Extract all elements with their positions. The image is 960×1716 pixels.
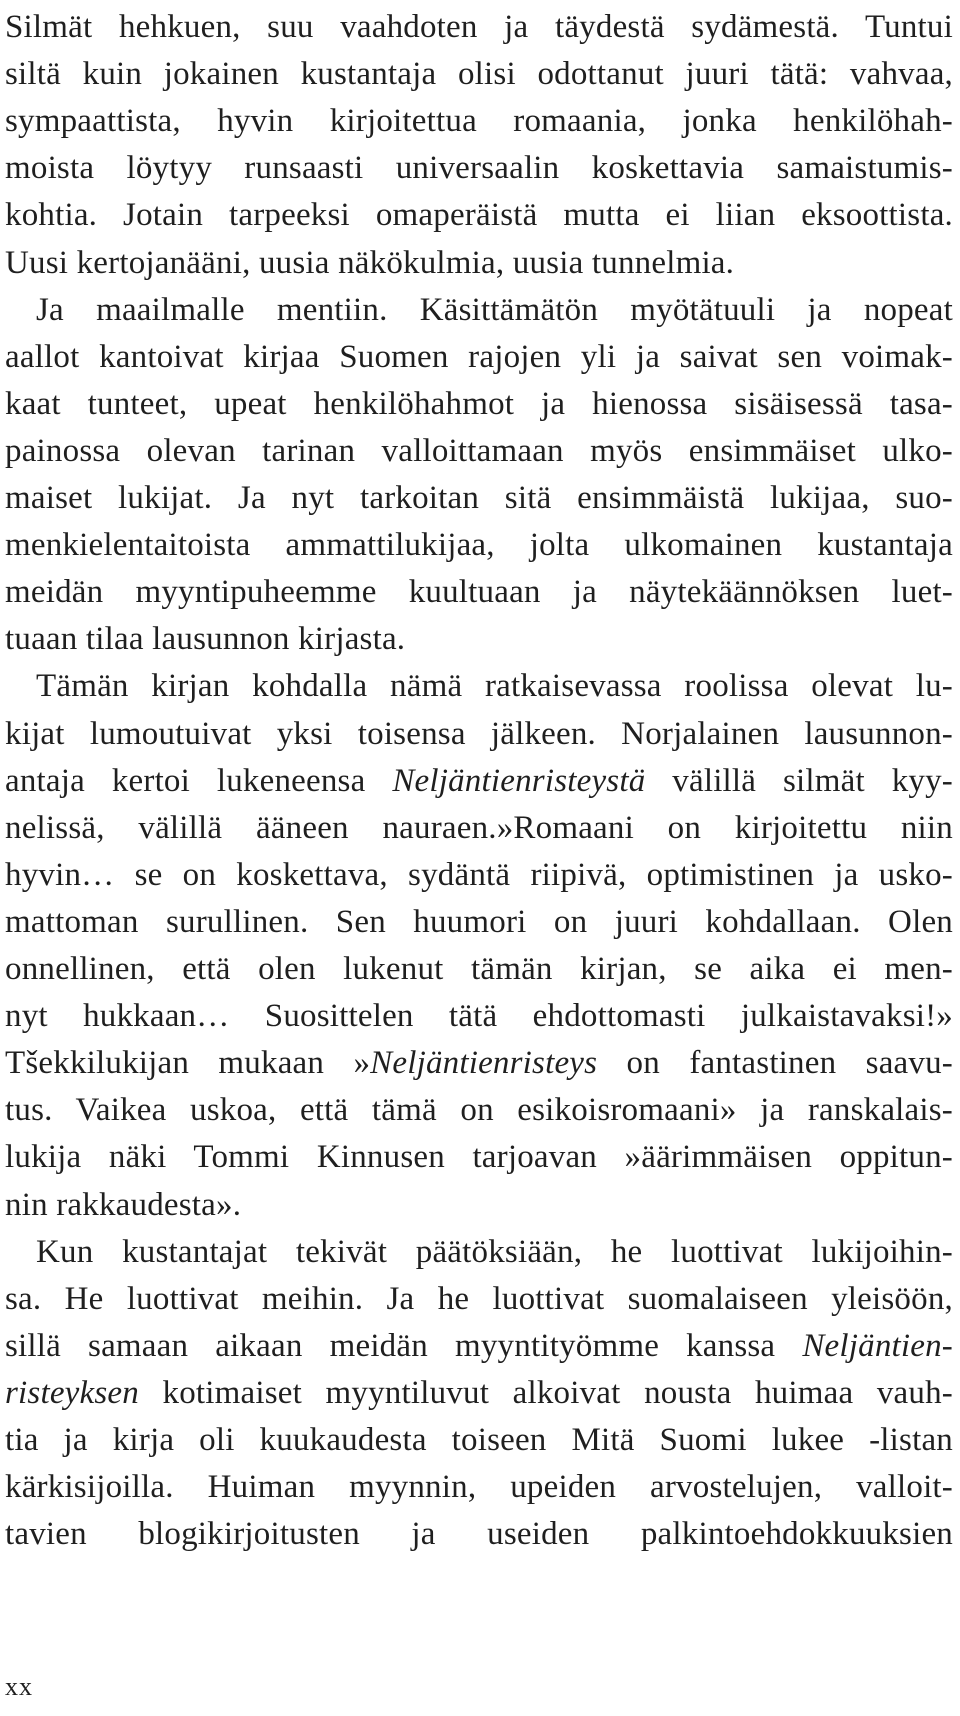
text-run: kärkisijoilla. Huiman myynnin, upeiden arvostelujen, valloit- <box>5 1469 953 1506</box>
text-line <box>5 1509 953 1559</box>
text-line <box>5 96 953 146</box>
text-run: tus. Vaikea uskoa, että tämä on esikoisromaani» ja ranskalais- <box>5 1092 953 1129</box>
text-run: Kun kustantajat tekivät päätöksiään, he luottivat lukijoihin- <box>36 1233 953 1270</box>
text-line <box>5 567 953 617</box>
text-line <box>5 1038 953 1088</box>
text-run: tia ja kirja oli kuukaudesta toiseen Mitä Suomi lukee -listan <box>5 1422 953 1458</box>
text-line <box>5 379 953 429</box>
text-run: meidän myyntipuheemme kuultuaan ja näytekäännöksen luet- <box>5 574 953 611</box>
text-line <box>5 190 953 240</box>
text-run: kohtia. Jotain tarpeeksi omaperäistä mutta ei liian eksoottista. <box>5 197 953 234</box>
text-run: tavien blogikirjoitusten ja useiden palkintoehdokkuuksien <box>5 1516 953 1553</box>
italic-title: Neljäntien- <box>802 1327 953 1364</box>
text-run: kaat tunteet, upeat henkilöhahmot ja hienossa sisäisessä tasa- <box>5 385 953 422</box>
page-number: xx <box>5 1672 33 1701</box>
text-run: kotimaiset myyntiluvut alkoivat nousta huimaa vauh- <box>138 1374 953 1411</box>
text-line <box>5 520 953 570</box>
text-run: nyt hukkaan… Suosittelen tätä ehdottomasti julkaistavaksi!» <box>5 998 953 1035</box>
text-line <box>5 614 953 664</box>
text-run: Tšekkilukijan mukaan » <box>5 1045 371 1082</box>
text-run: Uusi kertojanääni, uusia näkökulmia, uusia tunnelmia. <box>5 244 735 281</box>
text-run: menkielentaitoista ammattilukijaa, jolta ulkomainen kustantaja <box>5 527 953 564</box>
text-line <box>5 1321 953 1371</box>
text-line <box>5 709 953 759</box>
text-run: lukija näki Tommi Kinnusen tarjoavan »äärimmäisen oppitun- <box>5 1139 953 1176</box>
text-run: maiset lukijat. Ja nyt tarkoitan sitä ensimmäistä lukijaa, suo- <box>5 480 953 516</box>
text-line <box>5 1180 953 1230</box>
text-line <box>5 1274 953 1324</box>
text-line <box>5 756 953 806</box>
text-line <box>5 238 953 288</box>
text-run: Silmät hehkuen, suu vaahdoten ja täydestä sydämestä. Tuntui <box>5 9 953 45</box>
italic-title: Neljäntienristeystä <box>392 762 646 799</box>
text-run: on fantastinen saavu- <box>597 1045 953 1082</box>
text-line <box>5 850 953 900</box>
text-run: Ja maailmalle mentiin. Käsittämätön myötätuuli ja nopeat <box>36 291 953 328</box>
text-run: nin rakkaudesta». <box>5 1186 242 1223</box>
text-run: sympaattista, hyvin kirjoitettua romaania, jonka henkilöhah- <box>5 103 953 140</box>
text-line <box>5 1462 953 1512</box>
text-line <box>5 1132 953 1182</box>
text-run: antaja kertoi lukeneensa <box>5 762 393 799</box>
text-run: painossa olevan tarinan valloittamaan myös ensimmäiset ulko- <box>5 432 953 469</box>
text-run: moista löytyy runsaasti universaalin koskettavia samaistumis- <box>5 150 953 187</box>
text-line <box>5 991 953 1041</box>
text-line <box>5 897 953 947</box>
italic-title: Neljäntienristeys <box>370 1045 598 1082</box>
text-line <box>5 473 953 523</box>
text-line <box>5 944 953 994</box>
text-run: mattoman surullinen. Sen huumori on juuri kohdallaan. Olen <box>5 903 953 940</box>
text-line <box>5 143 953 193</box>
text-run: Tämän kirjan kohdalla nämä ratkaisevassa roolissa olevat lu- <box>36 668 953 705</box>
text-run: sa. He luottivat meihin. Ja he luottivat suomalaiseen yleisöön, <box>5 1280 953 1317</box>
text-run: onnellinen, että olen lukenut tämän kirjan, se aika ei men- <box>5 951 953 987</box>
text-line <box>36 285 953 335</box>
text-line <box>5 1085 953 1135</box>
text-run: siltä kuin jokainen kustantaja olisi odottanut juuri tätä: vahvaa, <box>5 56 953 93</box>
text-line <box>5 1368 953 1418</box>
text-line <box>5 426 953 476</box>
text-run: aallot kantoivat kirjaa Suomen rajojen yli ja saivat sen voimak- <box>5 338 953 375</box>
text-line <box>36 1227 953 1277</box>
text-run: nelissä, välillä ääneen nauraen.»Romaani on kirjoitettu niin <box>5 809 953 846</box>
text-run: sillä samaan aikaan meidän myyntityömme kanssa <box>5 1327 803 1364</box>
text-line <box>5 332 953 382</box>
text-run: välillä silmät kyy- <box>645 762 953 799</box>
text-line <box>5 2 953 52</box>
text-run: kijat lumoutuivat yksi toisensa jälkeen. Norjalainen lausunnon- <box>5 715 953 752</box>
text-run: tuaan tilaa lausunnon kirjasta. <box>5 621 406 658</box>
text-line <box>5 803 953 853</box>
text-run: hyvin… se on koskettava, sydäntä riipivä, optimistinen ja usko- <box>5 856 953 893</box>
text-line <box>36 661 953 711</box>
text-line <box>5 1415 953 1465</box>
italic-title: risteyksen <box>5 1374 139 1411</box>
text-line <box>5 49 953 99</box>
